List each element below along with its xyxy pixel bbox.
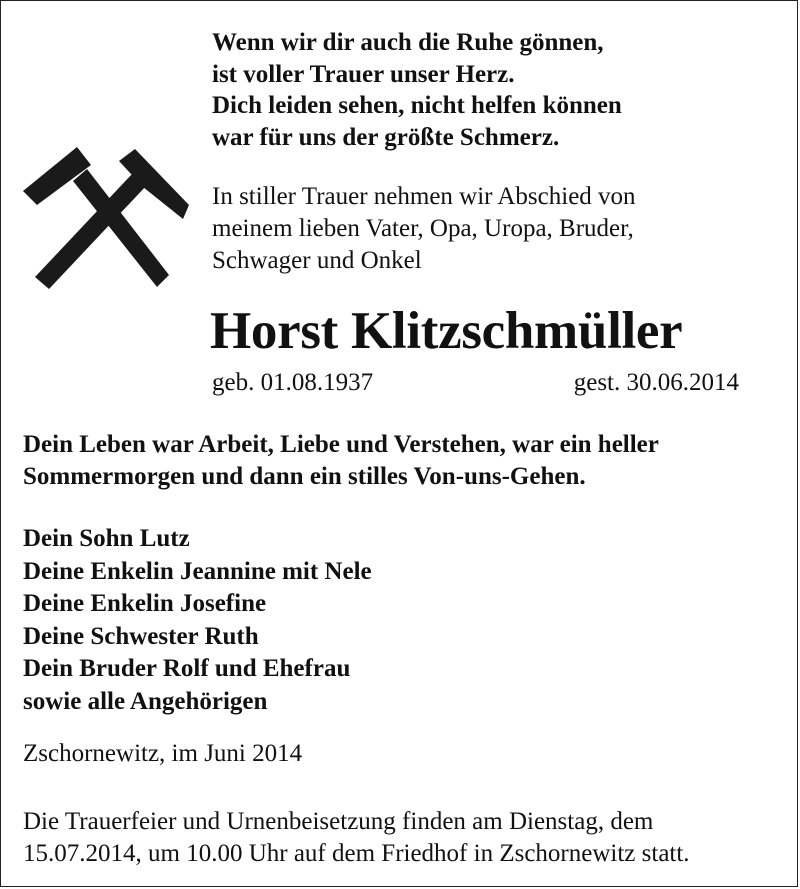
poem-line: Dich leiden sehen, nicht helfen können — [212, 92, 622, 119]
place-and-date: Zschornewitz, im Juni 2014 — [23, 740, 303, 767]
motto-line: Dein Leben war Arbeit, Liebe und Verstehen, war ein heller — [23, 431, 659, 458]
motto-text — [23, 429, 659, 493]
mourner-item: Deine Enkelin Jeannine mit Nele — [23, 557, 372, 585]
mourner-item: Deine Schwester Ruth — [23, 622, 259, 650]
deceased-name: Horst Klitzschmüller — [210, 302, 683, 360]
funeral-line: 15.07.2014, um 10.00 Uhr auf dem Friedhof in Zschornewitz statt. — [23, 840, 690, 867]
birth-date: geb. 01.08.1937 — [212, 369, 374, 396]
poem-line: Wenn wir dir auch die Ruhe gönnen, — [212, 29, 604, 56]
intro-line: In stiller Trauer nehmen wir Abschied von — [212, 183, 636, 210]
poem-line: ist voller Trauer unser Herz. — [212, 60, 515, 88]
motto-line: Sommermorgen und dann ein stilles Von-uns-Gehen. — [23, 463, 586, 490]
intro-line: Schwager und Onkel — [212, 247, 422, 274]
poem-line: war für uns der größte Schmerz. — [212, 123, 560, 151]
death-date: gest. 30.06.2014 — [573, 369, 739, 396]
hammer-and-pick-icon — [23, 143, 191, 289]
funeral-line: Die Trauerfeier und Urnenbeisetzung finden am Dienstag, dem — [23, 808, 654, 835]
funeral-info — [23, 806, 690, 870]
mourner-item: Deine Enkelin Josefine — [23, 590, 267, 617]
mourner-item: Dein Sohn Lutz — [23, 525, 190, 552]
mourner-item: Dein Bruder Rolf und Ehefrau — [23, 655, 351, 682]
intro-text — [212, 181, 636, 277]
intro-line: meinem lieben Vater, Opa, Uropa, Bruder, — [212, 215, 634, 242]
mourner-item: sowie alle Angehörigen — [23, 687, 268, 715]
mourners-list — [23, 523, 372, 718]
poem-verse — [212, 27, 622, 153]
